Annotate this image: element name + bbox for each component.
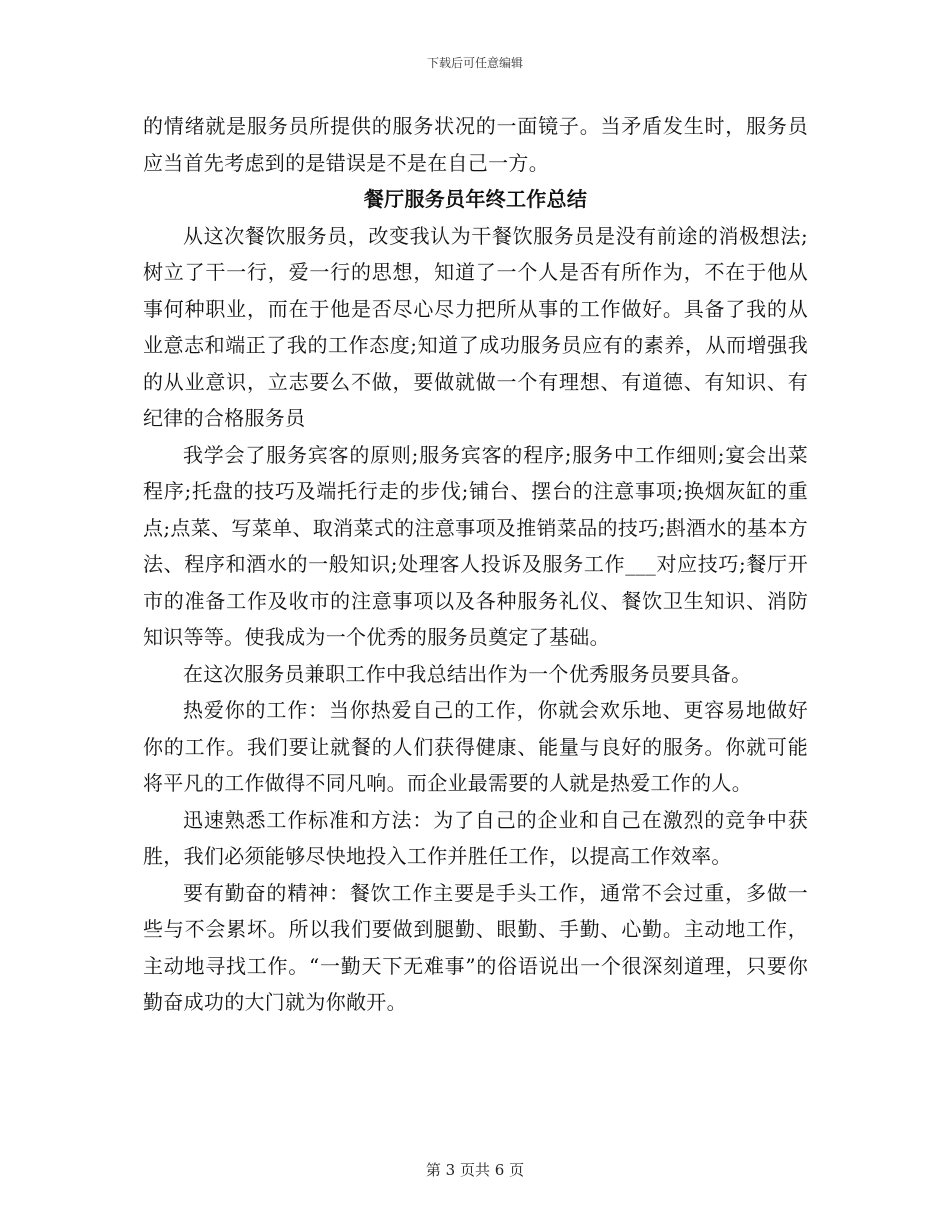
document-body (143, 108, 808, 1021)
body-paragraph: 热爱你的工作：当你热爱自己的工作，你就会欢乐地、更容易地做好你的工作。我们要让就餐的人们获得健康、能量与良好的服务。你就可能将平凡的工作做得不同凡响。而企业最需要的人就是热爱工作的人。 (143, 698, 808, 795)
page-header: 下载后可任意编辑 (426, 56, 523, 70)
body-paragraph: 要有勤奋的精神：餐饮工作主要是手头工作，通常不会过重，多做一些与不会累坏。所以我们要做到腿勤、眼勤、手勤、心勤。主动地工作，主动地寻找工作。“一勤天下无难事”的俗语说出一个很深刻道理，只要你勤奋成功的大门就为你敞开。 (143, 880, 808, 1014)
page-number: 第 3 页共 6 页 (425, 1161, 525, 1179)
body-paragraph: 我学会了服务宾客的原则;服务宾客的程序;服务中工作细则;宴会出菜程序;托盘的技巧及端托行走的步伐;铺台、摆台的注意事项;换烟灰缸的重点;点菜、写菜单、取消菜式的注意事项及推销菜品的技巧;斟酒水的基本方法、程序和酒水的一般知识;处理客人投诉及服务工作___对应技巧;餐厅开市的准备工作及收市的注意事项以及各种服务礼仪、餐饮卫生知识、消防知识等等。使我成为一个优秀的服务员奠定了基础。 (143, 442, 808, 649)
body-paragraph: 从这次餐饮服务员，改变我认为干餐饮服务员是没有前途的消极想法;树立了干一行，爱一行的思想，知道了一个人是否有所作为，不在于他从事何种职业，而在于他是否尽心尽力把所从事的工作做好。具备了我的从业意志和端正了我的工作态度;知道了成功服务员应有的素养，从而增强我的从业意识，立志要么不做，要做就做一个有理想、有道德、有知识、有纪律的合格服务员 (143, 223, 808, 430)
section-title: 餐厅服务员年终工作总结 (363, 187, 588, 211)
continuation-paragraph: 的情绪就是服务员所提供的服务状况的一面镜子。当矛盾发生时，服务员应当首先考虑到的是错误是不是在自己一方。 (143, 114, 808, 175)
body-paragraph: 迅速熟悉工作标准和方法：为了自己的企业和自己在激烈的竞争中获胜，我们必须能够尽快地投入工作并胜任工作，以提高工作效率。 (143, 807, 808, 868)
body-paragraph: 在这次服务员兼职工作中我总结出作为一个优秀服务员要具备。 (183, 661, 752, 686)
